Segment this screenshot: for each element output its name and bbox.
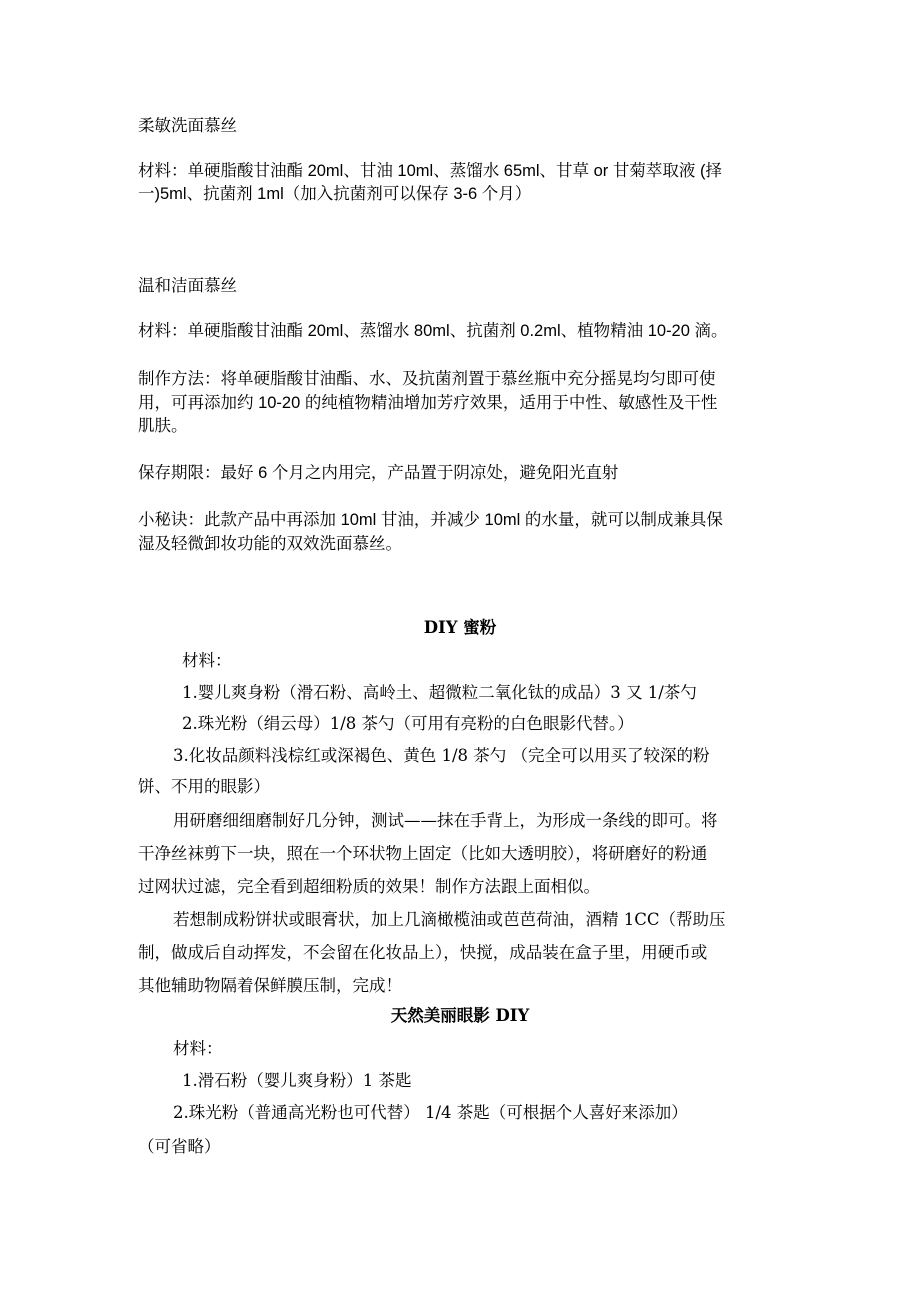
storage-line: 保存期限：最好 6 个月之内用完，产品置于阴凉处，避免阳光直射 [138,464,619,482]
paragraph-line: 过网状过滤，完全看到超细粉质的效果！制作方法跟上面相似。 [138,877,600,896]
material-item-2: 2.珠光粉（绢云母）1/8 茶勺（可用有亮粉的白色眼影代替。） [182,714,634,733]
tip-line: 湿及轻微卸妆功能的双效洗面慕丝。 [138,535,402,553]
materials-line: 材料：单硬脂酸甘油酯 20ml、甘油 10ml、蒸馏水 65ml、甘草 or 甘菊萃取液 (择 [138,162,722,180]
materials-label: 材料： [173,1039,223,1058]
material-item-1: 1.滑石粉（婴儿爽身粉）1 茶匙 [182,1071,412,1090]
tip-line: 小秘诀：此款产品中再添加 10ml 甘油，并减少 10ml 的水量，就可以制成兼具保 [138,511,723,529]
material-item-2: 2.珠光粉（普通高光粉也可代替） 1/4 茶匙（可根据个人喜好来添加） [173,1103,688,1122]
section-title-diy-loose-powder: DIY 蜜粉 [423,618,497,637]
paragraph-line: 若想制成粉饼状或眼膏状，加上几滴橄榄油或芭芭荷油，酒精 1CC（帮助压 [173,910,726,929]
method-line: 用，可再添加约 10-20 的纯植物精油增加芳疗效果，适用于中性、敏感性及干性 [138,394,718,412]
material-item-3: 3.化妆品颜料浅棕红或深褐色、黄色 1/8 茶勺 （完全可以用买了较深的粉 [173,746,710,765]
section-title-natural-eyeshadow-diy: 天然美丽眼影 DIY [390,1006,530,1025]
materials-line: 一)5ml、抗菌剂 1ml（加入抗菌剂可以保存 3-6 个月） [138,185,532,203]
materials-line: 材料：单硬脂酸甘油酯 20ml、蒸馏水 80ml、抗菌剂 0.2ml、植物精油 10-20 滴。 [138,322,728,340]
material-item-1: 1.婴儿爽身粉（滑石粉、高岭土、超微粒二氧化钛的成品）3 又 1/茶勺 [182,683,697,702]
material-item-2: （可省略） [138,1137,221,1156]
paragraph-line: 干净丝袜剪下一块，照在一个环状物上固定（比如大透明胶），将研磨好的粉通 [138,844,708,863]
section-title-mild-cleansing-mousse: 温和洁面慕丝 [138,277,237,295]
method-line: 制作方法：将单硬脂酸甘油酯、水、及抗菌剂置于慕丝瓶中充分摇晃均匀即可使 [138,370,716,388]
materials-label: 材料： [182,651,232,670]
section-title-gentle-cleansing-mousse: 柔敏洗面慕丝 [138,117,237,135]
method-line: 肌肤。 [138,417,188,435]
paragraph-line: 制，做成后自动挥发，不会留在化妆品上），快搅，成品装在盒子里，用硬币或 [138,943,708,962]
material-item-3: 饼、不用的眼影） [138,777,270,796]
paragraph-line: 其他辅助物隔着保鲜膜压制，完成！ [138,976,402,995]
paragraph-line: 用研磨细细磨制好几分钟，测试——抹在手背上，为形成一条线的即可。将 [173,811,718,830]
